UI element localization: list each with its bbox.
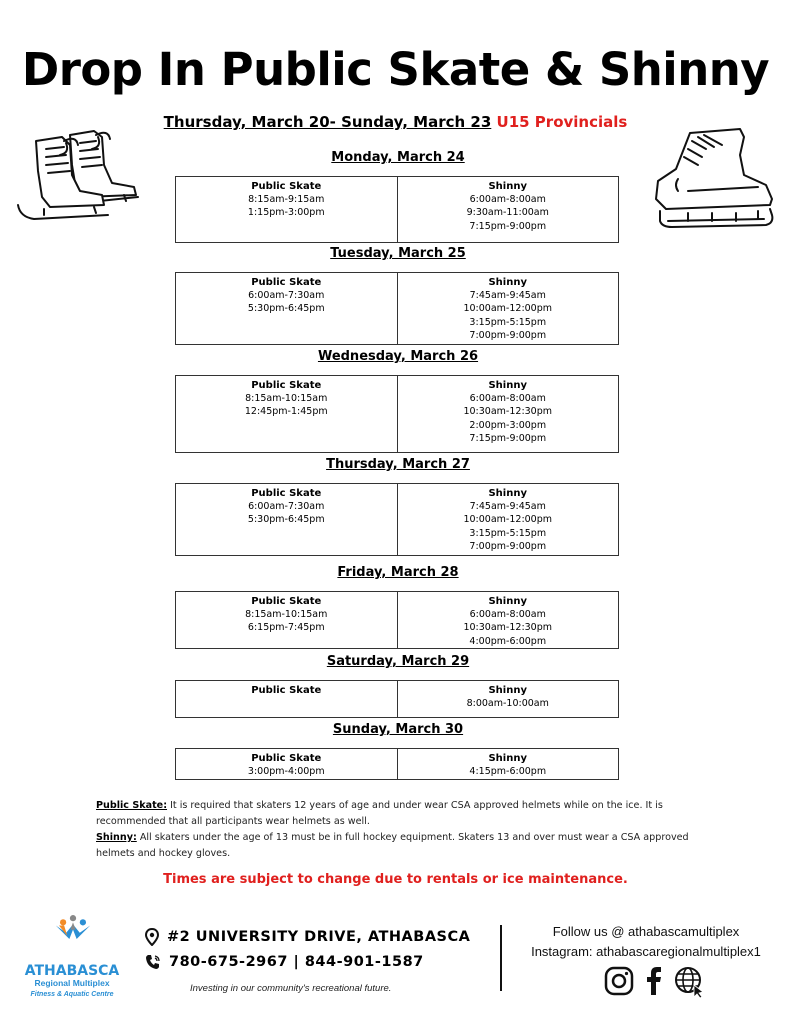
- column-header: Shinny: [488, 685, 527, 696]
- public-skate-column: [176, 484, 397, 555]
- logo-subtitle: Regional Multiplex: [34, 978, 110, 988]
- time-slot: 8:00am-10:00am: [466, 698, 549, 710]
- public-skate-column: [176, 592, 397, 648]
- column-header: Shinny: [488, 277, 527, 288]
- column-header: Public Skate: [251, 685, 322, 696]
- shinny-column: [397, 376, 619, 452]
- time-slot: 10:00am-12:00pm: [463, 303, 553, 315]
- subtitle-event: U15 Provincials: [496, 113, 628, 131]
- time-slot: 4:15pm-6:00pm: [469, 766, 547, 778]
- footer-divider: [500, 925, 502, 991]
- column-header: Public Skate: [251, 380, 322, 391]
- time-slot: 6:00am-8:00am: [469, 393, 546, 405]
- address-text: #2 UNIVERSITY DRIVE, ATHABASCA: [167, 929, 471, 945]
- time-slot: 2:00pm-3:00pm: [469, 419, 547, 431]
- time-slot: 10:00am-12:00pm: [463, 514, 553, 526]
- instagram-icon[interactable]: [604, 966, 634, 996]
- website-icon[interactable]: [674, 966, 706, 998]
- public-skate-column: [176, 376, 397, 452]
- shinny-column: [397, 177, 619, 242]
- column-header: Public Skate: [251, 277, 322, 288]
- time-slot: 7:00pm-9:00pm: [469, 329, 547, 341]
- day-schedule-table: [175, 272, 619, 345]
- facebook-icon[interactable]: [645, 966, 663, 996]
- time-slot: 6:00am-7:30am: [248, 290, 325, 302]
- time-slot: 7:00pm-9:00pm: [469, 540, 547, 552]
- day-schedule-table: [175, 483, 619, 556]
- logo-tagline: Fitness & Aquatic Centre: [30, 991, 114, 998]
- public-skate-column: [176, 273, 397, 344]
- time-slot: 5:30pm-6:45pm: [247, 514, 325, 526]
- shinny-column: [397, 273, 619, 344]
- time-slot: 7:45am-9:45am: [469, 501, 546, 513]
- hockey-skate-icon: [648, 125, 778, 235]
- shinny-column: [397, 749, 619, 779]
- day-schedule-table: [175, 591, 619, 649]
- location-pin-icon: [145, 928, 159, 946]
- column-header: Public Skate: [251, 596, 322, 607]
- time-slot: 8:15am-10:15am: [245, 393, 328, 405]
- public-skate-note-label: Public Skate:: [96, 800, 168, 811]
- tagline: Investing in our community's recreational future.: [190, 983, 392, 994]
- logo-name: ATHABASCA: [24, 963, 120, 979]
- shinny-column: [397, 681, 619, 717]
- shinny-column: [397, 592, 619, 648]
- time-slot: 5:30pm-6:45pm: [247, 303, 325, 315]
- notes: [96, 798, 696, 862]
- time-slot: 3:15pm-5:15pm: [469, 527, 547, 539]
- page-title: Drop In Public Skate & Shinny: [21, 43, 770, 96]
- time-slot: 6:00am-7:30am: [248, 501, 325, 513]
- schedule-warning: Times are subject to change due to rentals or ice maintenance.: [163, 872, 628, 887]
- time-slot: 10:30am-12:30pm: [463, 622, 553, 634]
- time-slot: 3:15pm-5:15pm: [469, 316, 547, 328]
- shinny-note-label: Shinny:: [96, 832, 137, 843]
- day-heading: Monday, March 24: [331, 150, 465, 165]
- day-heading: Thursday, March 27: [326, 457, 470, 472]
- subtitle-dates: Thursday, March 20- Sunday, March 23: [163, 113, 492, 131]
- column-header: Shinny: [488, 380, 527, 391]
- column-header: Public Skate: [251, 753, 322, 764]
- time-slot: 12:45pm-1:45pm: [244, 406, 328, 418]
- day-schedule-table: [175, 375, 619, 453]
- follow-text: Follow us @ athabascamultiplex: [552, 924, 740, 939]
- phone-icon: [145, 954, 161, 970]
- phone-row: [145, 954, 424, 970]
- day-schedule-table: [175, 748, 619, 780]
- public-skate-column: [176, 681, 397, 717]
- time-slot: 9:30am-11:00am: [466, 207, 549, 219]
- address-row: [145, 928, 470, 946]
- time-slot: 10:30am-12:30pm: [463, 406, 553, 418]
- column-header: Shinny: [488, 181, 527, 192]
- column-header: Shinny: [488, 753, 527, 764]
- column-header: Public Skate: [251, 488, 322, 499]
- time-slot: 8:15am-9:15am: [248, 194, 325, 206]
- day-heading: Friday, March 28: [337, 565, 459, 580]
- phone-text: 780-675-2967 | 844-901-1587: [169, 954, 424, 970]
- time-slot: 6:00am-8:00am: [469, 194, 546, 206]
- day-heading: Tuesday, March 25: [330, 246, 466, 261]
- day-heading: Sunday, March 30: [332, 722, 464, 737]
- public-skate-note-text: It is required that skaters 12 years of age and under wear CSA approved helmets while on the ice. It is recommended that all participants wear helmets as well.: [96, 800, 663, 827]
- time-slot: 4:00pm-6:00pm: [469, 635, 547, 647]
- time-slot: 3:00pm-4:00pm: [247, 766, 325, 778]
- day-heading: Wednesday, March 26: [317, 349, 479, 364]
- time-slot: 8:15am-10:15am: [245, 609, 328, 621]
- instagram-handle: Instagram: athabascaregionalmultiplex1: [531, 944, 761, 959]
- time-slot: 7:15pm-9:00pm: [469, 432, 547, 444]
- time-slot: 6:00am-8:00am: [469, 609, 546, 621]
- column-header: Shinny: [488, 488, 527, 499]
- time-slot: 1:15pm-3:00pm: [247, 207, 325, 219]
- time-slot: 7:45am-9:45am: [469, 290, 546, 302]
- time-slot: 6:15pm-7:45pm: [247, 622, 325, 634]
- column-header: Public Skate: [251, 181, 322, 192]
- figure-skates-icon: [14, 125, 144, 230]
- shinny-column: [397, 484, 619, 555]
- column-header: Shinny: [488, 596, 527, 607]
- day-schedule-table: [175, 176, 619, 243]
- public-skate-column: [176, 749, 397, 779]
- multiplex-logo: [16, 914, 130, 964]
- public-skate-column: [176, 177, 397, 242]
- day-heading: Saturday, March 29: [326, 654, 470, 669]
- day-schedule-table: [175, 680, 619, 718]
- shinny-note-text: All skaters under the age of 13 must be in full hockey equipment. Skaters 13 and over must wear a CSA approved helmets and hockey gloves.: [96, 832, 689, 859]
- time-slot: 7:15pm-9:00pm: [469, 220, 547, 232]
